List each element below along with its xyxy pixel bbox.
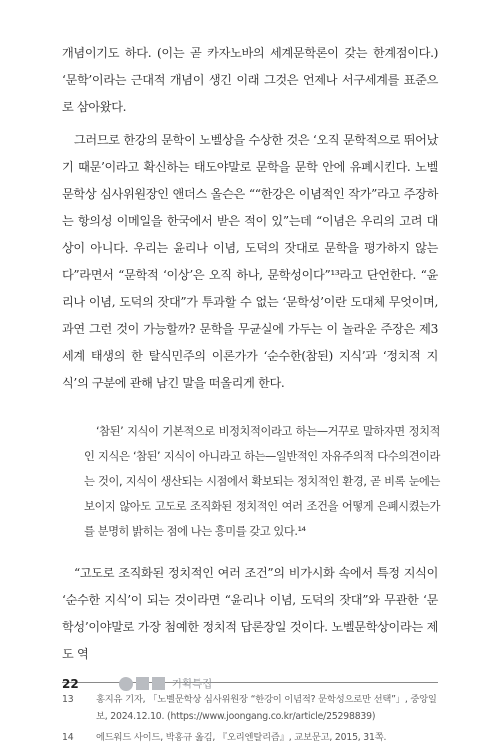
page-body	[62, 40, 438, 746]
page-footer	[62, 676, 212, 691]
block-quote: ‘참된’ 지식이 기본적으로 비정치적이라고 하는—거꾸로 말하자면 정치적인 지식은 ‘참된’ 지식이 아니라고 하는—일반적인 자유주의적 다수의견이라는 것이, 지식이 생산되는 시점에서 확보되는 정치적인 환경, 곧 비록 눈에는 보이지 않아도 고도로 조직화된 정치적인 여러 조건을 어떻게 은폐시켰는가를 분명히 밝히는 점에 나는 흥미를 갖고 있다.¹⁴	[84, 425, 440, 538]
rectangle-icon	[152, 677, 165, 690]
circle-icon	[119, 677, 133, 691]
footnote	[62, 691, 438, 725]
body-paragraph: 개념이기도 하다. (이는 곧 카자노바의 세계문학론이 갖는 한계점이다.) ‘문학’이라는 근대적 개념이 생긴 이래 그것은 언제나 서구세계를 표준으로 삼아왔다.	[62, 46, 438, 114]
footnote-text: 에드워드 사이드, 박홍규 옮김, 『오리엔탈리즘』, 교보문고, 2015, 31쪽.	[96, 732, 387, 743]
page-number: 22	[62, 676, 79, 691]
footnote-text: 홍지유 기자, 「노벨문학상 심사위원장 “한강이 이념적? 문학성으로만 선택”」, 중앙일보, 2024.12.10. (https://www.joongang.co.kr/article/25298839)	[96, 694, 437, 722]
footnote-number: 13	[62, 694, 74, 705]
body-paragraph: 그러므로 한강의 문학이 노벨상을 수상한 것은 ‘오직 문학적으로 뛰어났기 때문’이라고 확신하는 태도야말로 문학을 문학 안에 유폐시킨다. 노벨문학상 심사위원장인 앤더스 올슨은 ““한강은 이념적인 작가”라고 주장하는 항의성 이메일을 한국에서 받은 적이 있”는데 “이념은 우리의 고려 대상이 아니다. 우리는 윤리나 이념, 도덕의 잣대로 문학을 평가하지 않는다”라면서 “문학적 ‘이상’은 오직 하나, 문학성이다”¹³라고 단언한다. “윤리나 이념, 도덕의 잣대”가 투과할 수 없는 ‘문학성’이란 도대체 무엇이며, 과연 그런 것이 가능할까? 문학을 무균실에 가두는 이 놀라운 주장은 제3세계 태생의 한 탈식민주의 이론가가 ‘순수한(참된) 지식’과 ‘정치적 지식’의 구분에 관해 남긴 말을 떠올리게 한다.	[62, 133, 438, 390]
body-paragraph: “고도로 조직화된 정치적인 여러 조건”의 비가시화 속에서 특정 지식이 ‘순수한 지식’이 되는 것이라면 “윤리나 이념, 도덕의 잣대”와 무관한 ‘문학성’이야말로 가장 첨예한 정치적 답론장일 것이다. 노벨문학상이라는 제도 역	[62, 566, 438, 661]
section-label: 기획특집	[171, 678, 213, 690]
footnote	[62, 729, 438, 746]
footnote-number: 14	[62, 732, 74, 743]
square-icon	[136, 677, 149, 690]
